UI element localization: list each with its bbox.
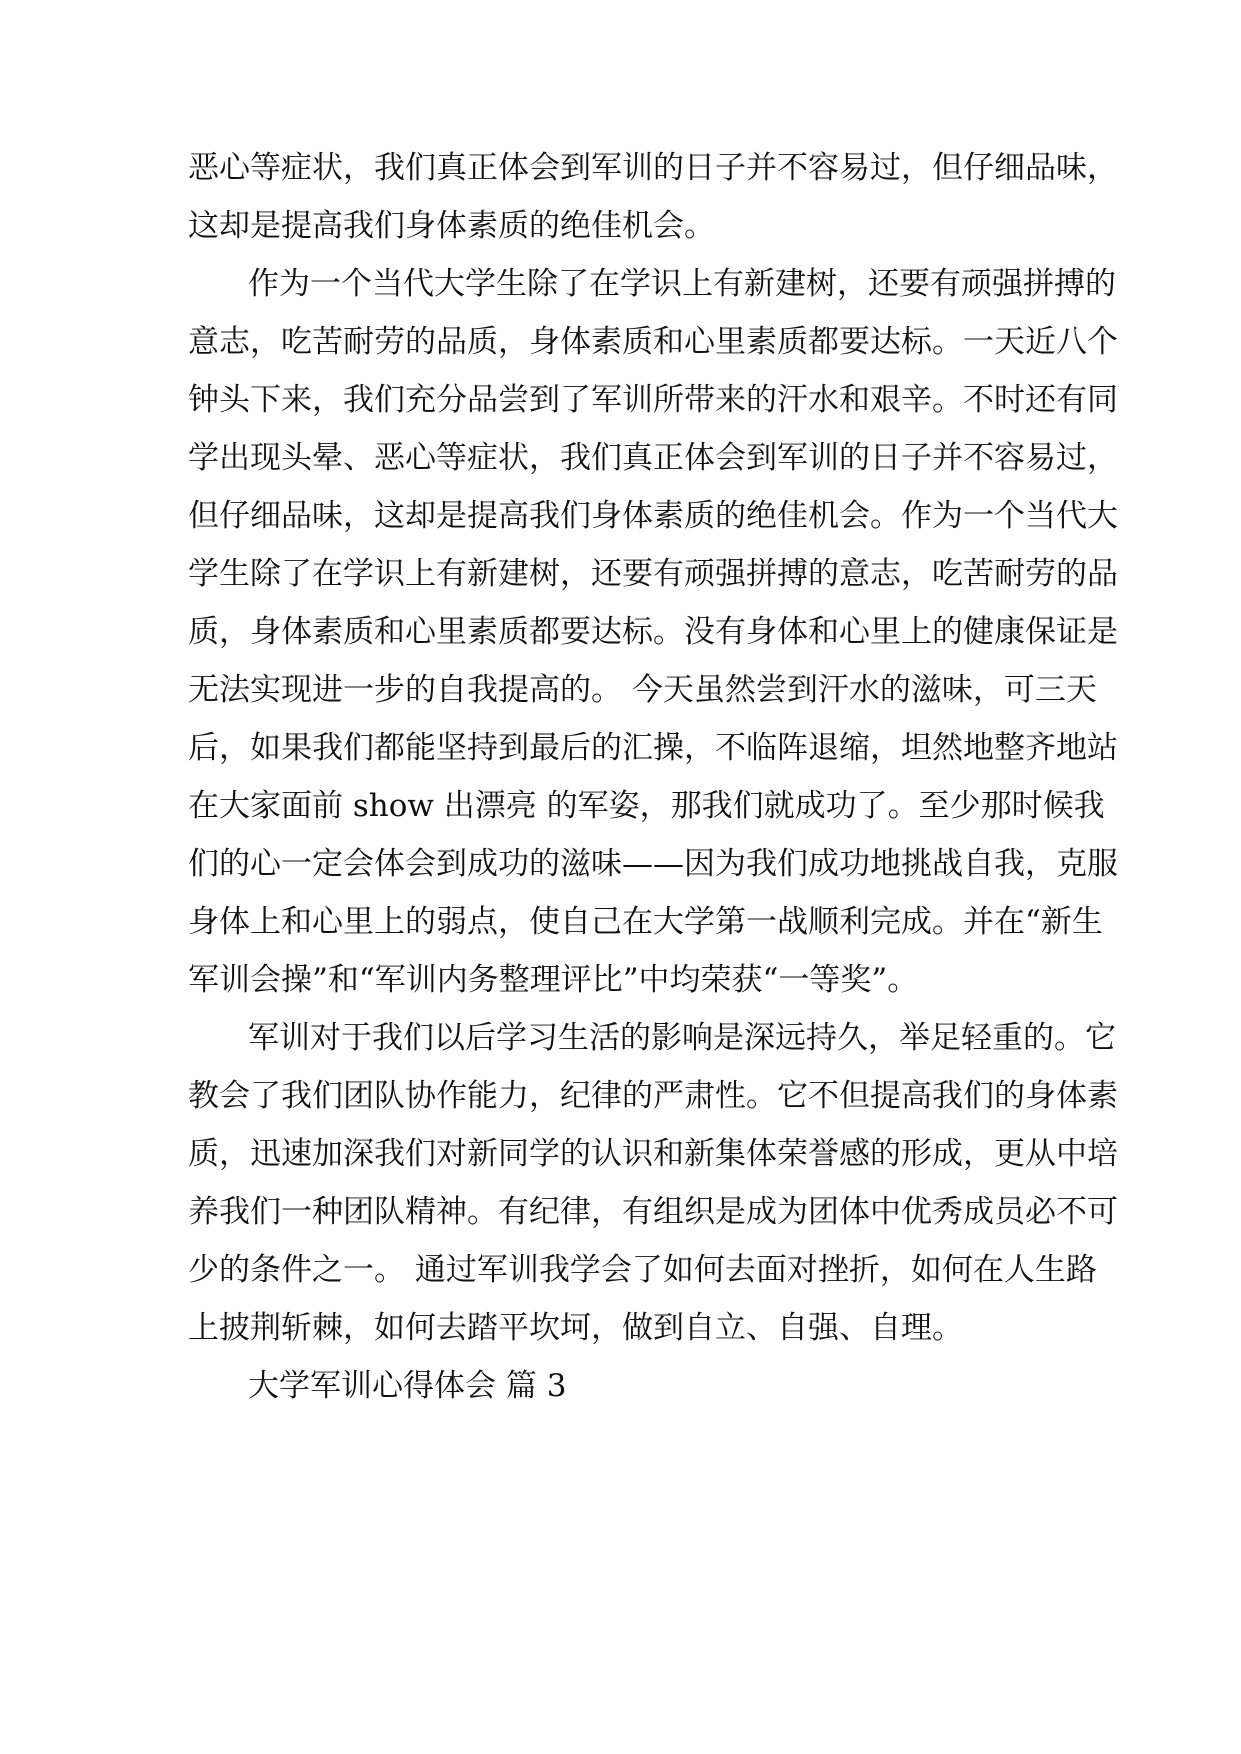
- paragraph-3-line-2: 教会了我们团队协作能力，纪律的严肃性。它不但提高我们的身体素: [188, 1078, 1118, 1114]
- paragraph-2-line-6: 学生除了在学识上有新建树，还要有顽强拼搏的意志，吃苦耐劳的品: [188, 556, 1118, 592]
- paragraph-2-line-11: 们的心一定会体会到成功的滋味——因为我们成功地挑战自我，克服: [188, 846, 1118, 882]
- paragraph-3-line-6: 上披荆斩棘，如何去踏平坎坷，做到自立、自强、自理。: [188, 1310, 963, 1346]
- paragraph-3-line-4: 养我们一种团队精神。有纪律，有组织是成为团体中优秀成员必不可: [188, 1194, 1118, 1230]
- paragraph-3-line-1: 军训对于我们以后学习生活的影响是深远持久，举足轻重的。它: [248, 1020, 1116, 1056]
- paragraph-2-line-12: 身体上和心里上的弱点，使自己在大学第一战顺利完成。并在“新生: [188, 904, 1103, 940]
- paragraph-1-line-2: 这却是提高我们身体素质的绝佳机会。: [188, 208, 715, 244]
- paragraph-3-line-5: 少的条件之一。 通过军训我学会了如何去面对挫折，如何在人生路: [188, 1252, 1097, 1288]
- section-heading: 大学军训心得体会 篇 3: [248, 1368, 567, 1404]
- paragraph-2-line-10: 在大家面前 show 出漂亮 的军姿，那我们就成功了。至少那时候我: [188, 788, 1105, 824]
- paragraph-2-line-2: 意志，吃苦耐劳的品质，身体素质和心里素质都要达标。一天近八个: [188, 324, 1118, 360]
- paragraph-2-line-8: 无法实现进一步的自我提高的。 今天虽然尝到汗水的滋味，可三天: [188, 672, 1097, 708]
- paragraph-2-line-4: 学出现头晕、恶心等症状，我们真正体会到军训的日子并不容易过，: [188, 440, 1118, 476]
- paragraph-2-line-5: 但仔细品味，这却是提高我们身体素质的绝佳机会。作为一个当代大: [188, 498, 1118, 534]
- paragraph-2-line-3: 钟头下来，我们充分品尝到了军训所带来的汗水和艰辛。不时还有同: [188, 382, 1118, 418]
- paragraph-2-line-9: 后，如果我们都能坚持到最后的汇操，不临阵退缩，坦然地整齐地站: [188, 730, 1118, 766]
- paragraph-2-line-13: 军训会操”和“军训内务整理评比”中均荣获“一等奖”。: [188, 962, 919, 998]
- paragraph-3-line-3: 质，迅速加深我们对新同学的认识和新集体荣誉感的形成，更从中培: [188, 1136, 1118, 1172]
- paragraph-2-line-7: 质，身体素质和心里素质都要达标。没有身体和心里上的健康保证是: [188, 614, 1118, 650]
- paragraph-1-line-1: 恶心等症状，我们真正体会到军训的日子并不容易过，但仔细品味，: [188, 150, 1118, 186]
- paragraph-2-line-1: 作为一个当代大学生除了在学识上有新建树，还要有顽强拼搏的: [248, 266, 1116, 302]
